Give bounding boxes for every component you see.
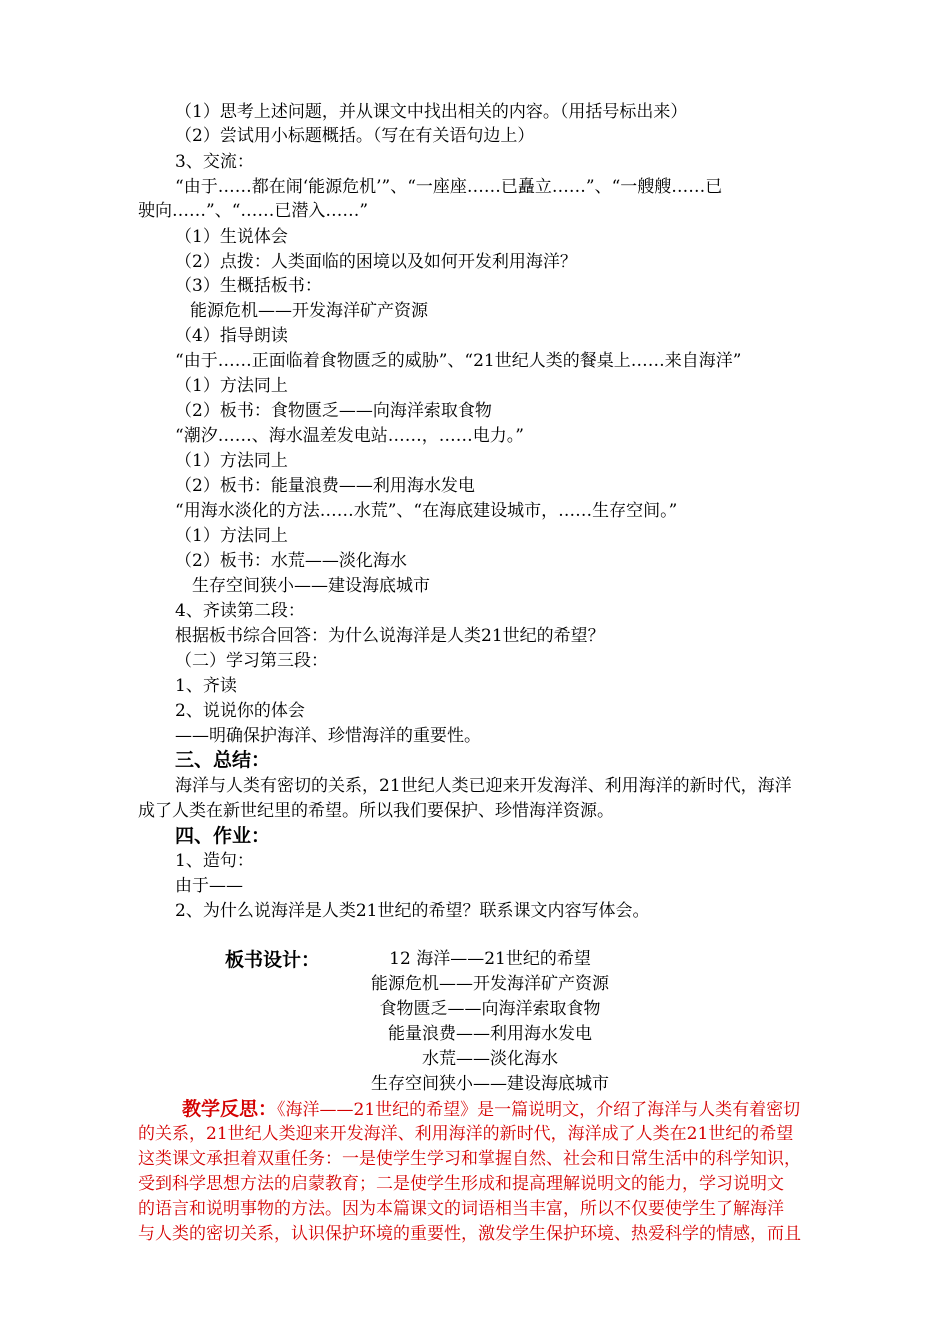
- answer-1: （1）生说体会: [175, 227, 288, 247]
- item-c1: （1）方法同上: [175, 451, 288, 471]
- reflection-line-2: 的关系，21世纪人类迎来开发海洋、利用海洋的新时代，海洋成了人类在21世纪的希望: [138, 1124, 794, 1144]
- reflection-line-6: 与人类的密切关系，认识保护环境的重要性，激发学生保护环境、热爱科学的情感，而且: [138, 1224, 801, 1244]
- board-row-4: 水荒——淡化海水: [422, 1049, 558, 1069]
- answer-3: （3）生概括板书：: [175, 276, 322, 296]
- reflection-label: 教学反思：: [182, 1098, 278, 1120]
- quote-2: “由于……正面临着食物匮乏的威胁”、“21世纪人类的餐桌上……来自海洋”: [175, 351, 742, 371]
- step-4b: 根据板书综合回答：为什么说海洋是人类21世纪的希望？: [175, 626, 605, 646]
- board-row-2: 食物匮乏——向海洋索取食物: [379, 999, 601, 1019]
- part-2-item-2: 2、说说你的体会: [175, 701, 305, 721]
- step-4: 4、齐读第二段：: [175, 601, 305, 621]
- step-1: （1）思考上述问题，并从课文中找出相关的内容。（用括号标出来）: [175, 102, 688, 122]
- board-row-3: 能量浪费——利用海水发电: [388, 1024, 592, 1044]
- board-row-5: 生存空间狭小——建设海底城市: [371, 1074, 609, 1094]
- quote-4: “用海水淡化的方法……水荒”、“在海底建设城市，……生存空间。”: [175, 501, 678, 521]
- summary-line-2: 成了人类在新世纪里的希望。所以我们要保护、珍惜海洋资源。: [138, 801, 614, 821]
- item-d2: （2）板书：水荒——淡化海水: [175, 551, 407, 571]
- homework-line-2: 由于——: [175, 876, 243, 896]
- item-d3: 生存空间狭小——建设海底城市: [192, 576, 430, 596]
- reflection-first-line: [182, 1097, 800, 1122]
- part-2-heading: （二）学习第三段：: [175, 651, 328, 671]
- quote-3: “潮汐……、海水温差发电站……，……电力。”: [175, 426, 524, 446]
- quote-1a: “由于……都在闹‘能源危机’”、“一座座……已矗立……”、“一艘艘……已: [175, 177, 723, 197]
- board-title: 12 海洋——21世纪的希望: [389, 949, 591, 969]
- step-3: 3、交流：: [175, 152, 254, 172]
- reflection-line-4: 受到科学思想方法的启蒙教育；二是使学生形成和提高理解说明文的能力，学习说明文: [138, 1174, 784, 1194]
- item-b2: （2）板书：食物匮乏——向海洋索取食物: [175, 401, 492, 421]
- board-row-1: 能源危机——开发海洋矿产资源: [371, 974, 609, 994]
- quote-1b: 驶向……”、“……已潜入……”: [138, 201, 369, 221]
- homework-line-1: 1、造句：: [175, 851, 254, 871]
- summary-heading: 三、总结：: [175, 749, 271, 771]
- homework-line-3: 2、为什么说海洋是人类21世纪的希望？联系课文内容写体会。: [175, 901, 650, 921]
- part-2-item-3: ——明确保护海洋、珍惜海洋的重要性。: [175, 726, 481, 746]
- answer-3b: 能源危机——开发海洋矿产资源: [190, 301, 428, 321]
- part-2-item-1: 1、齐读: [175, 676, 237, 696]
- item-d1: （1）方法同上: [175, 526, 288, 546]
- answer-4: （4）指导朗读: [175, 326, 288, 346]
- reflection-line-5: 的语言和说明事物的方法。因为本篇课文的词语相当丰富，所以不仅要使学生了解海洋: [138, 1199, 784, 1219]
- item-c2: （2）板书：能量浪费——利用海水发电: [175, 476, 475, 496]
- reflection-line-1: 《海洋——21世纪的希望》是一篇说明文，介绍了海洋与人类有着密切: [277, 1100, 801, 1120]
- answer-2: （2）点拨：人类面临的困境以及如何开发利用海洋？: [175, 252, 577, 272]
- step-2: （2）尝试用小标题概括。（写在有关语句边上）: [175, 126, 535, 146]
- item-b1: （1）方法同上: [175, 376, 288, 396]
- reflection-line-3: 这类课文承担着双重任务：一是使学生学习和掌握自然、社会和日常生活中的科学知识，: [138, 1149, 801, 1169]
- homework-heading: 四、作业：: [175, 825, 271, 847]
- summary-line-1: 海洋与人类有密切的关系，21世纪人类已迎来开发海洋、利用海洋的新时代，海洋: [175, 776, 792, 796]
- board-label: 板书设计：: [225, 949, 321, 971]
